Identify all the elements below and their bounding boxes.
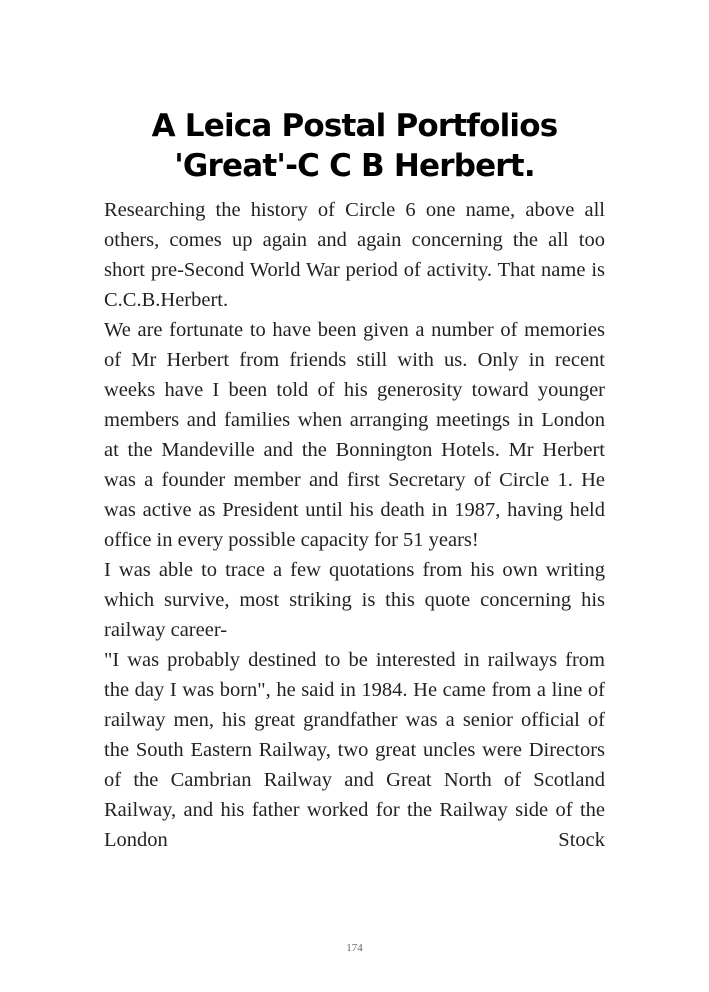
page-number: 174 <box>346 942 363 954</box>
paragraph-3: I was able to trace a few quotations from his own writing which survive, most striking is this quote concerning his railway career- <box>104 559 605 641</box>
paragraph-2: We are fortunate to have been given a number of memories of Mr Herbert from friends still with us. Only in recent weeks have I been told of his generosity toward younger members and families when arranging meetings in London at the Mandeville and the Bonnington Hotels. Mr Herbert was a founder member and first Secretary of Circle 1. He was active as President until his death in 1987, having held office in every possible capacity for 51 years! <box>104 319 605 551</box>
article-body <box>104 195 605 855</box>
page-title <box>60 106 649 186</box>
paragraph-1: Researching the history of Circle 6 one name, above all others, comes up again and again concerning the all too short pre-Second World War period of activity. That name is C.C.B.Herbert. <box>104 199 605 311</box>
title-line-2: 'Great'-C C B Herbert. <box>174 147 535 184</box>
paragraph-4: "I was probably destined to be interested in railways from the day I was born", he said in 1984. He came from a line of railway men, his great grandfather was a senior official of the South Eastern Railway, two great uncles were Directors of the Cambrian Railway and Great North of Scotland Railway, and his father worked for the Railway side of the London Stock <box>104 649 605 851</box>
title-line-1: A Leica Postal Portfolios <box>151 107 558 144</box>
